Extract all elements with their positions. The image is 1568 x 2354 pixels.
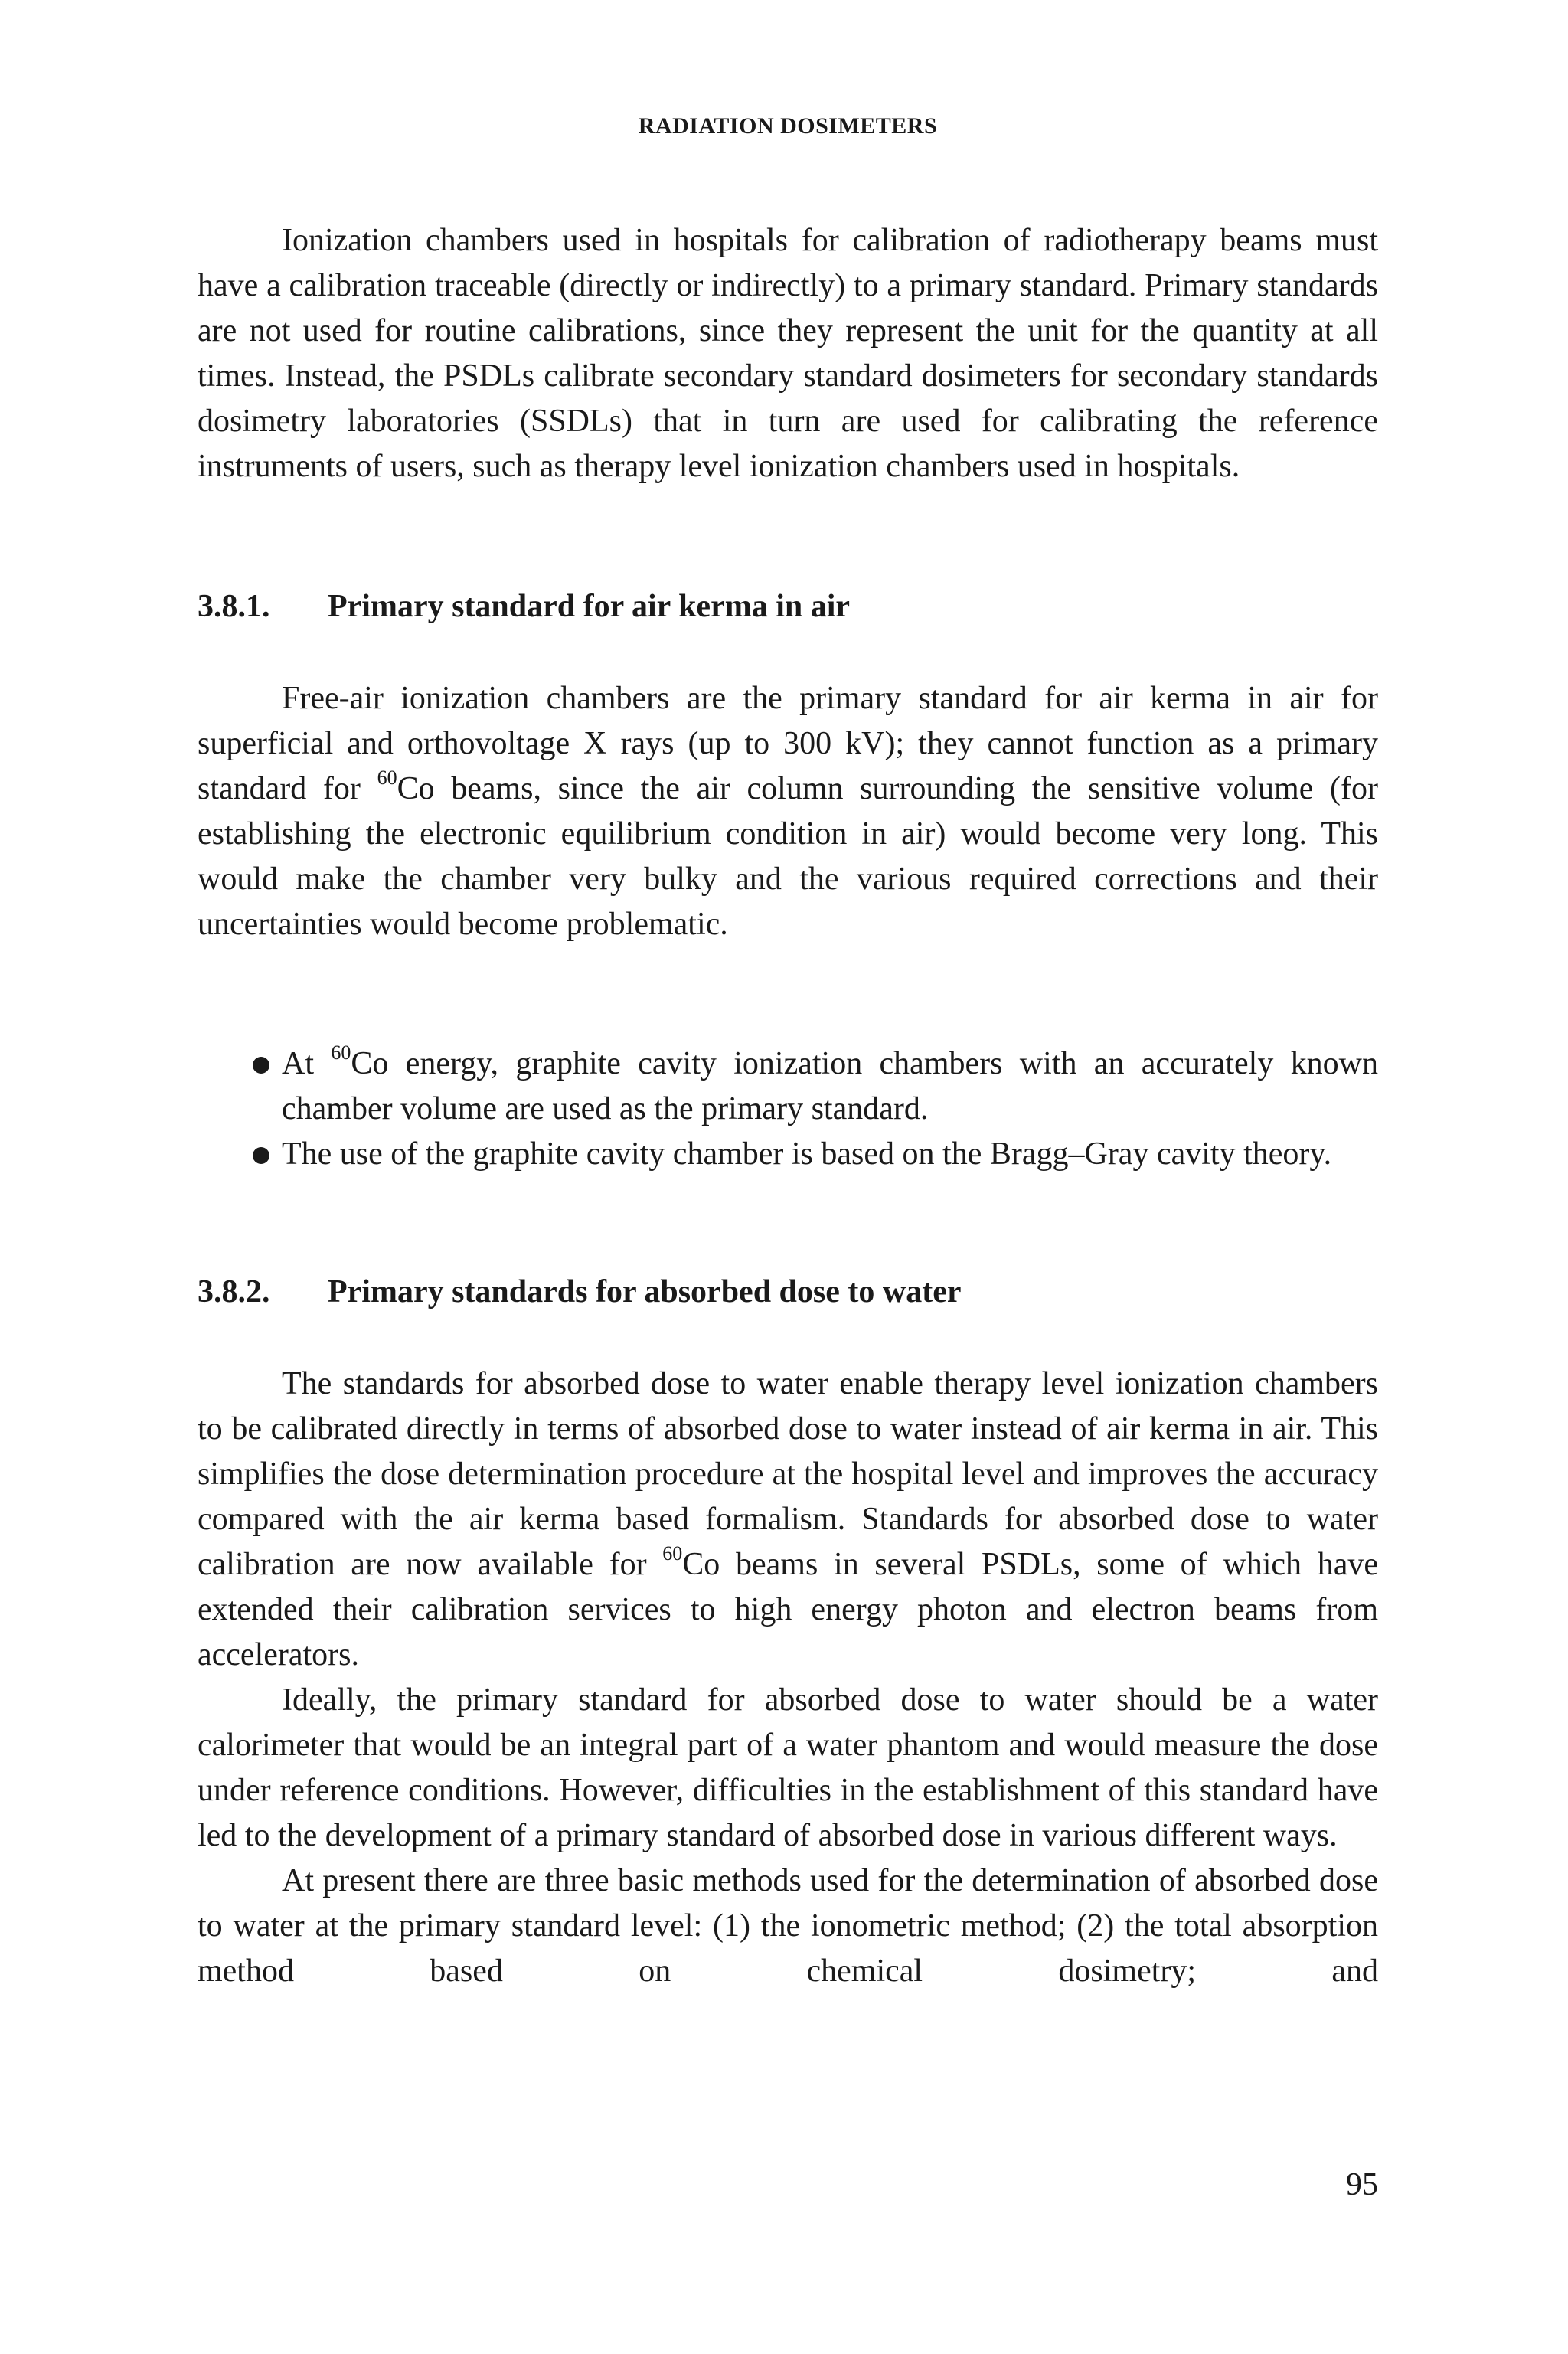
section-382-paragraph-2: Ideally, the primary standard for absorbed dose to water should be a water calorimeter that would be an integral part of a water phantom and would measure the dose under reference conditions. However, difficulties in the establishment of this standard have led to the development of a primary standard of absorbed dose in various different ways. bbox=[198, 1682, 1378, 1853]
isotope-superscript: 60 bbox=[662, 1542, 683, 1564]
intro-paragraph: Ionization chambers used in hospitals for calibration of radiotherapy beams must have a calibration traceable (directly or indirectly) to a primary standard. Primary standards are not used for routine calibrations, since they represent the unit for the quantity at all times. Instead, the PSDLs calibrate secondary standard dosimeters for secondary standards dosimetry laboratories (SSDLs) that in turn are used for calibrating the reference instruments of users, such as therapy level ionization chambers used in hospitals. bbox=[198, 223, 1378, 484]
text-run: Co energy, graphite cavity ionization chambers with an accurately known chamber volume are used as the primary standard. bbox=[282, 1046, 1378, 1126]
page-number: 95 bbox=[1346, 2167, 1378, 2202]
isotope-superscript: 60 bbox=[331, 1041, 351, 1064]
text-run: The use of the graphite cavity chamber is based on the Bragg–Gray cavity theory. bbox=[282, 1136, 1332, 1172]
document-page bbox=[198, 0, 1378, 2354]
bullet-icon bbox=[253, 1057, 270, 1074]
bullet-icon bbox=[253, 1147, 270, 1164]
bullet-list bbox=[198, 1041, 1378, 1177]
text-run: The standards for absorbed dose to water enable therapy level ionization chambers to be calibrated directly in terms of absorbed dose to water instead of air kerma in air. This simplifies the dose determination procedure at the hospital level and improves the accuracy compared with the air kerma based formalism. Standards for absorbed dose to water calibration are now available for bbox=[198, 1366, 1378, 1582]
intro-paragraph-block bbox=[198, 218, 1378, 489]
section-382-paragraph-1 bbox=[198, 1362, 1378, 1678]
running-head: RADIATION DOSIMETERS bbox=[638, 113, 938, 139]
isotope-superscript: 60 bbox=[377, 767, 397, 789]
text-run: At bbox=[282, 1046, 332, 1081]
list-item bbox=[198, 1132, 1378, 1177]
section-title: Primary standards for absorbed dose to water bbox=[328, 1274, 962, 1309]
section-number: 3.8.1. bbox=[198, 589, 270, 624]
text-run: Co beams in several PSDLs, some of which have extended their calibration services to high energy photon and electron beams from accelerators. bbox=[198, 1547, 1378, 1672]
text-run: Free-air ionization chambers are the primary standard for air kerma in air for superficial and orthovoltage X rays (up to 300 kV); they cannot function as a primary standard for bbox=[198, 681, 1378, 806]
section-381-paragraph-block bbox=[198, 676, 1378, 947]
section-number: 3.8.2. bbox=[198, 1274, 270, 1309]
section-381-paragraph bbox=[198, 676, 1378, 947]
section-heading-3-8-1 bbox=[198, 584, 850, 629]
section-382-body bbox=[198, 1362, 1378, 1994]
list-item bbox=[198, 1041, 1378, 1132]
section-title: Primary standard for air kerma in air bbox=[328, 589, 851, 624]
section-382-paragraph-3: At present there are three basic methods used for the determination of absorbed dose to water at the primary standard level: (1) the ionometric method; (2) the total absorption method based on chemical dosimetry; and bbox=[198, 1863, 1378, 1989]
text-run: Co beams, since the air column surrounding the sensitive volume (for establishing the electronic equilibrium condition in air) would become very long. This would make the chamber very bulky and the various required corrections and their uncertainties would become problematic. bbox=[198, 771, 1378, 942]
section-heading-3-8-2 bbox=[198, 1270, 962, 1315]
